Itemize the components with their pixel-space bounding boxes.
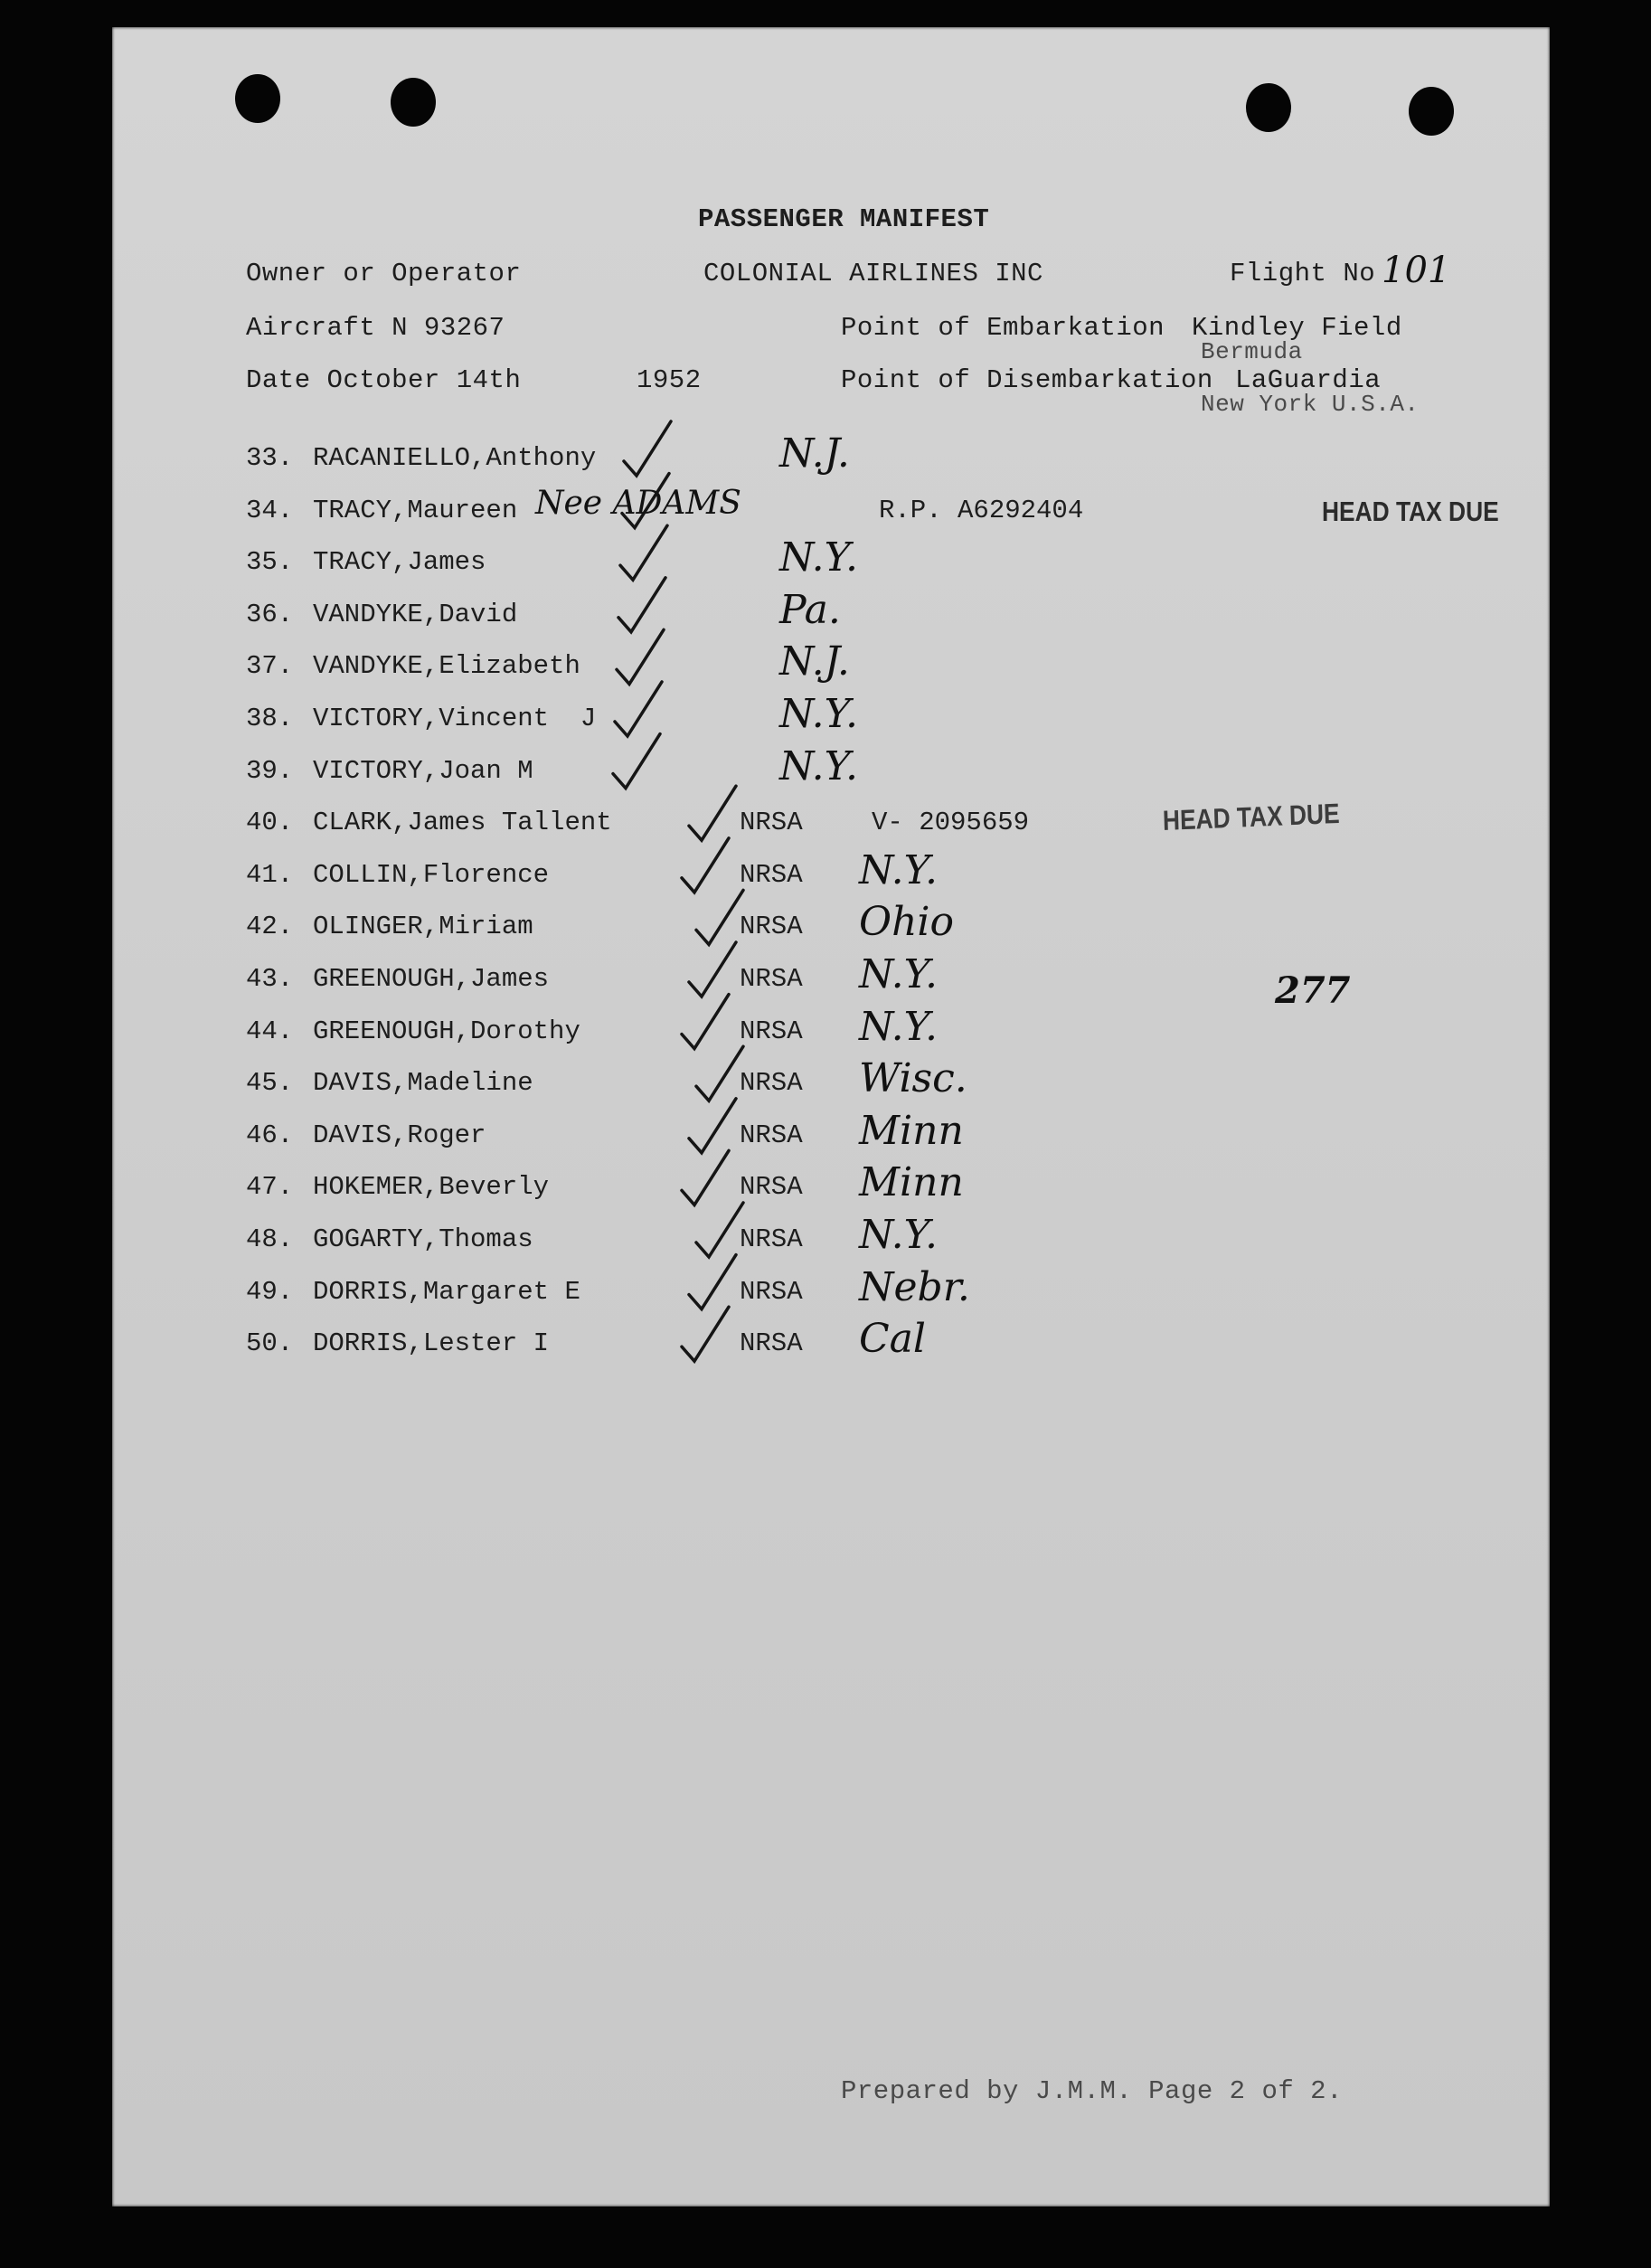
passenger-name: DAVIS,Madeline [313, 1068, 533, 1098]
punch-hole [235, 74, 280, 123]
handwritten-state: N.Y. [779, 691, 859, 737]
passenger-name: COLLIN,Florence [313, 860, 550, 890]
passenger-status: NRSA [740, 1120, 803, 1150]
passenger-name: VICTORY,Vincent J [313, 704, 597, 733]
handwritten-state: N.Y. [779, 534, 859, 581]
margin-number: 277 [1275, 969, 1351, 1012]
embarkation-value: Kindley Field [1192, 313, 1402, 343]
passenger-name: CLARK,James Tallent [313, 808, 612, 837]
passenger-number: 36. [246, 600, 294, 629]
handwritten-state: N.Y. [779, 743, 859, 789]
handwritten-state: N.Y. [859, 1212, 939, 1258]
handwritten-state: Minn [859, 1108, 964, 1154]
passenger-status: NRSA [740, 964, 803, 994]
handwritten-state: N.Y. [859, 1004, 939, 1050]
passenger-name: VANDYKE,Elizabeth [313, 651, 580, 681]
embarkation-place: Bermuda [1201, 338, 1303, 365]
passenger-number: 42. [246, 912, 294, 941]
head-tax-stamp: HEAD TAX DUE [1162, 797, 1341, 836]
passenger-name: GOGARTY,Thomas [313, 1224, 533, 1254]
passenger-number: 46. [246, 1120, 294, 1150]
passenger-number: 50. [246, 1328, 294, 1358]
passenger-number: 43. [246, 964, 294, 994]
passenger-name: TRACY,Maureen [313, 496, 518, 525]
passenger-number: 34. [246, 496, 294, 525]
passenger-number: 44. [246, 1016, 294, 1046]
handwritten-state: N.Y. [859, 847, 939, 893]
passenger-number: 39. [246, 756, 294, 786]
passenger-status: NRSA [740, 1277, 803, 1307]
passenger-document-ref: R.P. A6292404 [879, 496, 1084, 525]
owner-label: Owner or Operator [246, 259, 522, 288]
disembarkation-place: New York U.S.A. [1201, 391, 1420, 418]
passenger-number: 41. [246, 860, 294, 890]
passenger-number: 33. [246, 443, 294, 473]
passenger-name: DORRIS,Margaret E [313, 1277, 580, 1307]
passenger-name: RACANIELLO,Anthony [313, 443, 597, 473]
passenger-status: NRSA [740, 860, 803, 890]
passenger-status: NRSA [740, 808, 803, 837]
handwritten-state: N.J. [779, 638, 850, 685]
handwritten-state: Nebr. [859, 1264, 970, 1310]
flight-number: 101 [1382, 250, 1451, 291]
punch-hole [1246, 83, 1291, 132]
passenger-name: TRACY,James [313, 547, 486, 577]
passenger-number: 40. [246, 808, 294, 837]
passenger-number: 37. [246, 651, 294, 681]
manifest-title: PASSENGER MANIFEST [698, 204, 990, 234]
handwritten-state: N.J. [779, 430, 850, 477]
punch-hole [1409, 87, 1454, 136]
handwritten-state: Ohio [859, 899, 954, 945]
punch-hole [391, 78, 436, 127]
manifest-page [112, 27, 1550, 2207]
passenger-name: HOKEMER,Beverly [313, 1172, 550, 1202]
flight-date: Date October 14th [246, 365, 522, 395]
passenger-name: GREENOUGH,James [313, 964, 550, 994]
passenger-name: VANDYKE,David [313, 600, 518, 629]
disembarkation-value: LaGuardia [1235, 365, 1382, 395]
passenger-document-ref: V- 2095659 [872, 808, 1030, 837]
flight-label: Flight No [1230, 259, 1376, 288]
owner-value: COLONIAL AIRLINES INC [703, 259, 1043, 288]
handwritten-state: Pa. [779, 587, 841, 633]
handwritten-state: N.Y. [859, 951, 939, 997]
passenger-status: NRSA [740, 1068, 803, 1098]
passenger-status: NRSA [740, 1224, 803, 1254]
embarkation-label: Point of Embarkation [841, 313, 1165, 343]
disembarkation-label: Point of Disembarkation [841, 365, 1213, 395]
passenger-status: NRSA [740, 1328, 803, 1358]
passenger-number: 49. [246, 1277, 294, 1307]
handwritten-state: Cal [859, 1316, 926, 1362]
flight-year: 1952 [637, 365, 702, 395]
aircraft-id: Aircraft N 93267 [246, 313, 505, 343]
passenger-number: 45. [246, 1068, 294, 1098]
head-tax-stamp: HEAD TAX DUE [1322, 496, 1499, 527]
passenger-number: 48. [246, 1224, 294, 1254]
passenger-name: DORRIS,Lester I [313, 1328, 550, 1358]
handwritten-state: Wisc. [859, 1055, 967, 1101]
passenger-status: NRSA [740, 1172, 803, 1202]
passenger-name: GREENOUGH,Dorothy [313, 1016, 580, 1046]
passenger-name: DAVIS,Roger [313, 1120, 486, 1150]
passenger-number: 47. [246, 1172, 294, 1202]
passenger-name: OLINGER,Miriam [313, 912, 533, 941]
passenger-note: Nee ADAMS [535, 485, 741, 522]
passenger-name: VICTORY,Joan M [313, 756, 533, 786]
handwritten-state: Minn [859, 1159, 964, 1205]
passenger-status: NRSA [740, 1016, 803, 1046]
passenger-number: 38. [246, 704, 294, 733]
page-footer: Prepared by J.M.M. Page 2 of 2. [841, 2076, 1343, 2106]
passenger-status: NRSA [740, 912, 803, 941]
passenger-number: 35. [246, 547, 294, 577]
